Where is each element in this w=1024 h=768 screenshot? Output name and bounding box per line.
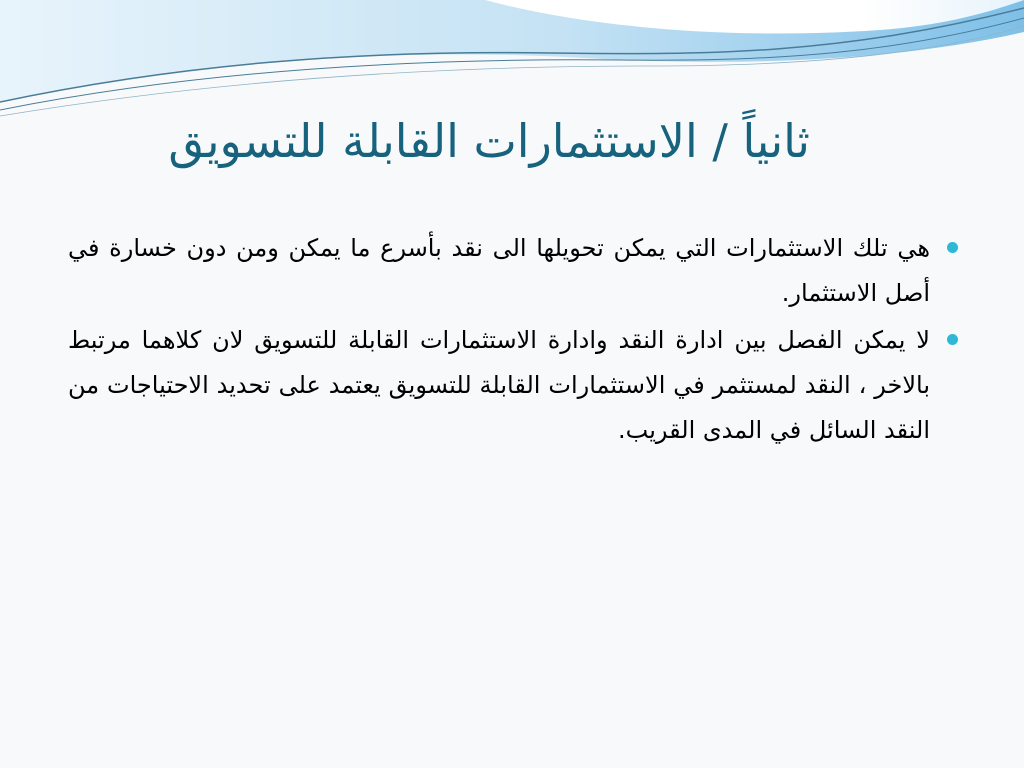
list-item (68, 226, 958, 316)
slide-title: ثانياً / الاستثمارات القابلة للتسويق (168, 114, 810, 168)
bullet-list (68, 226, 958, 455)
bullet-text: هي تلك الاستثمارات التي يمكن تحويلها الى نقد بأسرع ما يمكن ومن دون خسارة في أصل الاستثمار. (68, 234, 930, 307)
header-wave-decoration (0, 0, 1024, 130)
list-item (68, 318, 958, 453)
bullet-dot-icon (947, 334, 958, 345)
bullet-text: لا يمكن الفصل بين ادارة النقد وادارة الاستثمارات القابلة للتسويق لان كلاهما مرتبط بالاخر ، النقد لمستثمر في الاستثمارات القابلة للتسويق يعتمد على تحديد الاحتياجات من النقد السائل في المدى القريب. (68, 326, 930, 444)
bullet-dot-icon (947, 242, 958, 253)
